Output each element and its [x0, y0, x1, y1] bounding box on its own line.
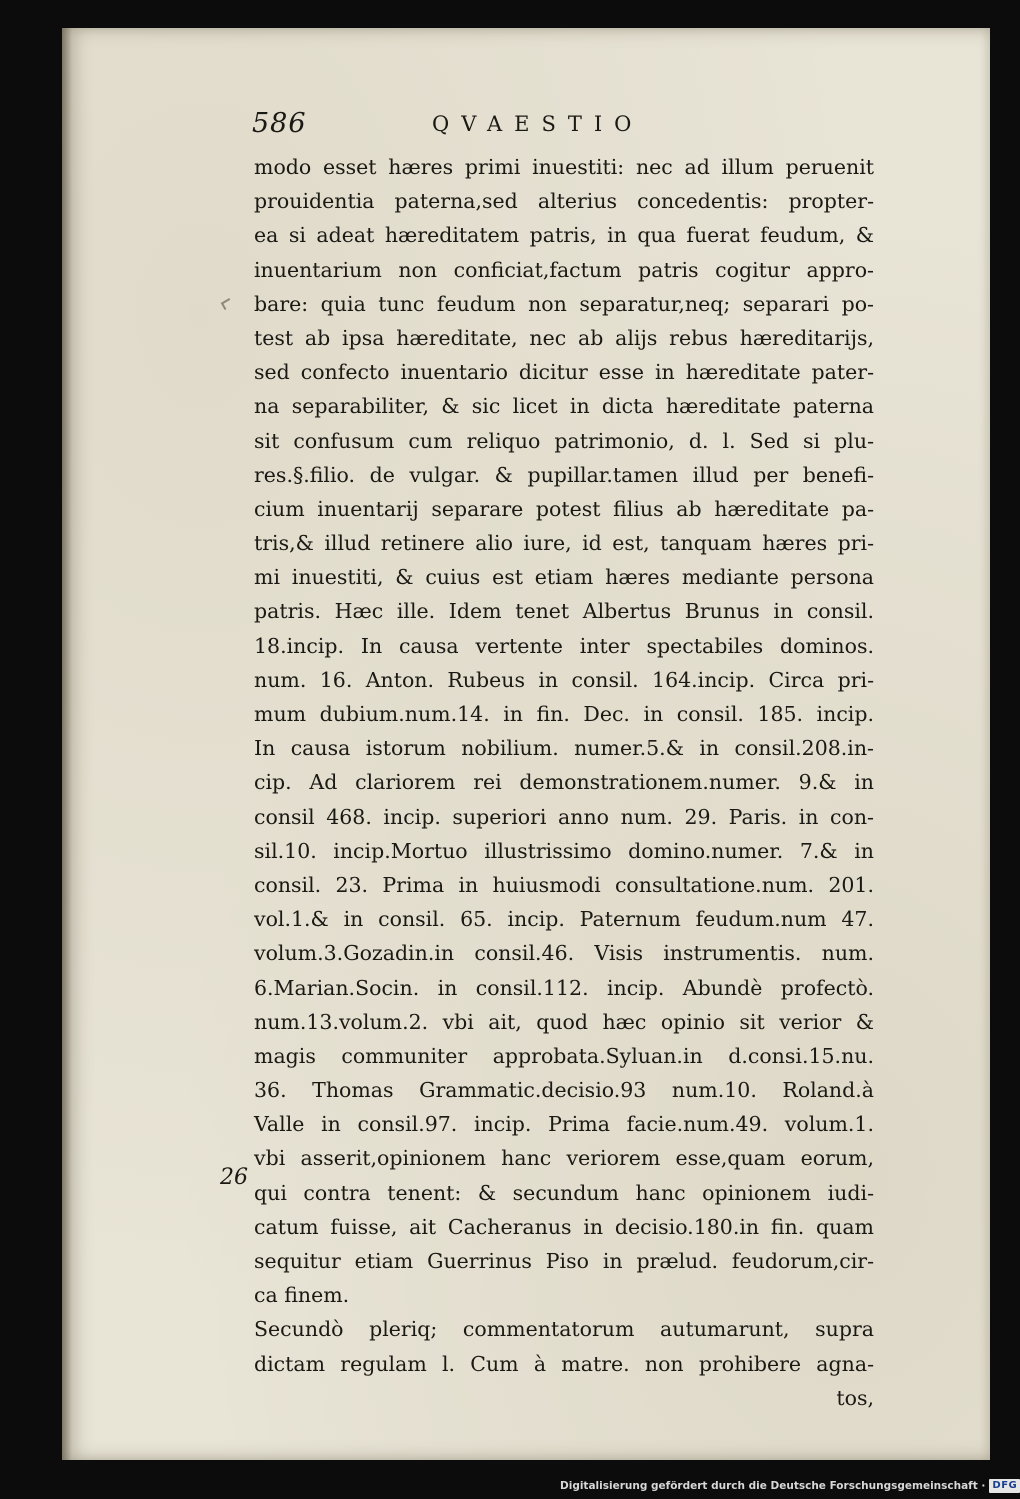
text-line-paragraph-start: Secundò pleriq; commentatorum autumarunt, supra	[254, 1317, 874, 1342]
text-line: res.§.filio. de vulgar. & pupillar.tamen illud per benefi-	[254, 462, 874, 487]
dfg-logo: DFG	[989, 1479, 1020, 1493]
text-line: 6.Marian.Socin. in consil.112. incip. Abundè profectò.	[254, 975, 874, 1000]
text-line: cip. Ad clariorem rei demonstrationem.numer. 9.& in	[254, 770, 874, 795]
digitization-footer	[560, 1478, 1020, 1494]
text-line: Valle in consil.97. incip. Prima facie.num.49. volum.1.	[254, 1112, 874, 1137]
text-line: patris. Hæc ille. Idem tenet Albertus Brunus in consil.	[254, 599, 874, 624]
text-line: tris,& illud retinere alio iure, id est, tanquam hæres pri-	[254, 531, 874, 556]
text-line: vbi asserit,opinionem hanc veriorem esse,quam eorum,	[254, 1146, 874, 1171]
text-line-paragraph-end: ca finem.	[254, 1283, 350, 1308]
text-line: catum fuisse, ait Cacheranus in decisio.180.in fin. quam	[254, 1214, 874, 1239]
catchword: tos,	[836, 1385, 874, 1410]
text-line: modo esset hæres primi inuestiti: nec ad illum peruenit	[254, 155, 874, 179]
text-line: num.13.volum.2. vbi ait, quod hæc opinio sit verior &	[254, 1009, 874, 1034]
marginal-paragraph-number: 26	[220, 1165, 248, 1190]
text-line: In causa istorum nobilium. numer.5.& in consil.208.in-	[254, 736, 874, 761]
text-line: vol.1.& in consil. 65. incip. Paternum feudum.num 47.	[254, 907, 874, 932]
text-line: ea si adeat hæreditatem patris, in qua fuerat feudum, &	[254, 223, 874, 248]
text-line: 18.incip. In causa vertente inter spectabiles dominos.	[254, 633, 874, 658]
text-line: sequitur etiam Guerrinus Piso in prælud. feudorum,cir-	[254, 1249, 874, 1273]
page-header	[252, 108, 772, 148]
text-line: num. 16. Anton. Rubeus in consil. 164.incip. Circa pri-	[254, 667, 874, 692]
text-line: consil 468. incip. superiori anno num. 29. Paris. in con-	[254, 804, 874, 829]
text-line: magis communiter approbata.Syluan.in d.consi.15.nu.	[254, 1043, 874, 1068]
text-line: na separabiliter, & sic licet in dicta hæreditate paterna	[254, 394, 874, 419]
text-line: test ab ipsa hæreditate, nec ab alijs rebus hæreditarijs,	[254, 325, 874, 350]
text-line: consil. 23. Prima in huiusmodi consultatione.num. 201.	[254, 872, 874, 897]
text-line: sit confusum cum reliquo patrimonio, d. l. Sed si plu-	[254, 428, 874, 453]
running-head: QVAESTIO	[432, 112, 644, 136]
text-line: 36. Thomas Grammatic.decisio.93 num.10. Roland.à	[254, 1078, 874, 1103]
text-line: qui contra tenent: & secundum hanc opinionem iudi-	[254, 1180, 874, 1205]
text-line: bare: quia tunc feudum non separatur,neq; separari po-	[254, 291, 874, 316]
text-line: dictam regulam l. Cum à matre. non prohibere agna-	[254, 1351, 874, 1376]
funding-credit: Digitalisierung gefördert durch die Deutsche Forschungsgemeinschaft ·	[560, 1480, 986, 1492]
text-line: mum dubium.num.14. in fin. Dec. in consil. 185. incip.	[254, 702, 874, 726]
text-line: volum.3.Gozadin.in consil.46. Visis instrumentis. num.	[254, 941, 874, 966]
text-line: sed confecto inuentario dicitur esse in hæreditate pater-	[254, 360, 874, 385]
page-number: 586	[252, 108, 307, 139]
page-gutter-shadow	[62, 28, 72, 1460]
text-line: inuentarium non conficiat,factum patris cogitur appro-	[254, 257, 874, 282]
text-line: prouidentia paterna,sed alterius concedentis: propter-	[254, 189, 874, 214]
body-text	[254, 150, 874, 1415]
text-line: sil.10. incip.Mortuo illustrissimo domino.numer. 7.& in	[254, 838, 874, 863]
text-line: cium inuentarij separare potest filius ab hæreditate pa-	[254, 496, 874, 521]
text-line: mi inuestiti, & cuius est etiam hæres mediante persona	[254, 565, 874, 590]
